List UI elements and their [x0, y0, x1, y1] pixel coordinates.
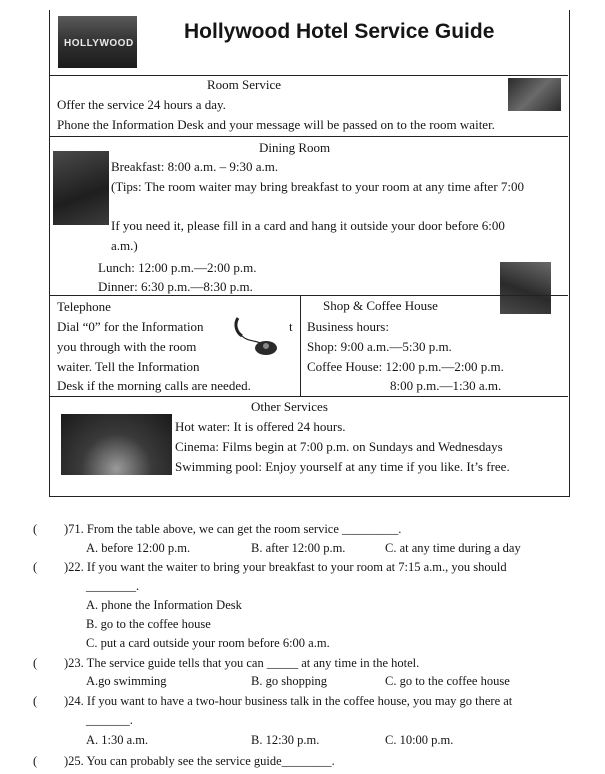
question-22-blank: ________.: [86, 579, 140, 593]
lunch-hours: Lunch: 12:00 p.m.—2:00 p.m.: [98, 260, 257, 275]
hollywood-sign-photo: [58, 16, 137, 68]
breakfast-hours: Breakfast: 8:00 a.m. – 9:30 a.m.: [111, 159, 279, 174]
hollywood-logo-text: HOLLYWOOD: [64, 38, 134, 49]
question-25-stem: )25. You can probably see the service guide________.: [64, 754, 335, 768]
question-24-option-a: A. 1:30 a.m.: [86, 733, 149, 747]
breakfast-tip-1: (Tips: The room waiter may bring breakfast to your room at any time after 7:00: [111, 179, 525, 194]
question-71-stem: )71. From the table above, we can get the room service _________.: [64, 522, 402, 536]
question-23-option-a: A.go swimming: [86, 674, 167, 688]
room-service-contact: Phone the Information Desk and your message will be passed on to the room waiter.: [57, 117, 495, 132]
question-23-stem: )23. The service guide tells that you can _____ at any time in the hotel.: [64, 656, 420, 670]
dinner-hours: Dinner: 6:30 p.m.—8:30 p.m.: [98, 279, 253, 294]
telephone-line-4: Desk if the morning calls are needed.: [57, 378, 251, 393]
question-paren: (: [33, 560, 38, 574]
question-22-option-c: C. put a card outside your room before 6:00 a.m.: [86, 636, 330, 650]
dining-room-heading: Dining Room: [259, 140, 331, 155]
shop-hours: Shop: 9:00 a.m.—5:30 p.m.: [307, 339, 452, 354]
question-71-option-b: B. after 12:00 p.m.: [251, 541, 346, 555]
telephone-icon: [232, 316, 280, 358]
divider: [300, 295, 301, 396]
question-71-option-a: A. before 12:00 p.m.: [86, 541, 191, 555]
telephone-line-3: waiter. Tell the Information: [57, 359, 200, 374]
divider: [49, 396, 568, 397]
room-photo: [508, 78, 561, 111]
cinema-photo: [61, 414, 172, 475]
question-23-option-c: C. go to the coffee house: [385, 674, 510, 688]
divider: [49, 295, 568, 296]
question-24-stem: )24. If you want to have a two-hour business talk in the coffee house, you may go there at: [64, 694, 513, 708]
breakfast-tip-2: If you need it, please fill in a card and hang it outside your door before 6:00: [111, 218, 505, 233]
page-title: Hollywood Hotel Service Guide: [184, 20, 495, 43]
question-22-option-a: A. phone the Information Desk: [86, 598, 242, 612]
question-24-blank: _______.: [86, 713, 133, 727]
coffee-shop-photo: [500, 262, 551, 314]
telephone-line-2: you through with the room: [57, 339, 197, 354]
other-services-heading: Other Services: [251, 399, 328, 414]
hot-water-info: Hot water: It is offered 24 hours.: [175, 419, 346, 434]
question-paren: (: [33, 522, 38, 536]
swimming-pool-info: Swimming pool: Enjoy yourself at any time if you like. It’s free.: [175, 459, 510, 474]
question-23-option-b: B. go shopping: [251, 674, 328, 688]
question-paren: (: [33, 754, 38, 768]
question-paren: (: [33, 656, 38, 670]
question-24-option-c: C. 10:00 p.m.: [385, 733, 454, 747]
telephone-line-1: Dial “0” for the Information: [57, 319, 204, 334]
telephone-stray-letter: t: [289, 319, 293, 334]
question-24-option-b: B. 12:30 p.m.: [251, 733, 320, 747]
coffee-house-hours-1: Coffee House: 12:00 p.m.—2:00 p.m.: [307, 359, 504, 374]
room-service-heading: Room Service: [207, 77, 282, 92]
divider: [49, 136, 568, 137]
telephone-heading: Telephone: [57, 299, 111, 314]
question-paren: (: [33, 694, 38, 708]
question-22-stem: )22. If you want the waiter to bring your breakfast to your room at 7:15 a.m., you should: [64, 560, 507, 574]
question-71-option-c: C. at any time during a day: [385, 541, 521, 555]
dining-photo: [53, 151, 109, 225]
business-hours-label: Business hours:: [307, 319, 389, 334]
cinema-info: Cinema: Films begin at 7:00 p.m. on Sundays and Wednesdays: [175, 439, 503, 454]
divider: [49, 75, 568, 76]
question-22-option-b: B. go to the coffee house: [86, 617, 211, 631]
breakfast-tip-3: a.m.): [111, 238, 138, 253]
coffee-house-hours-2: 8:00 p.m.—1:30 a.m.: [390, 378, 502, 393]
shop-heading: Shop & Coffee House: [323, 298, 438, 313]
room-service-hours: Offer the service 24 hours a day.: [57, 97, 226, 112]
